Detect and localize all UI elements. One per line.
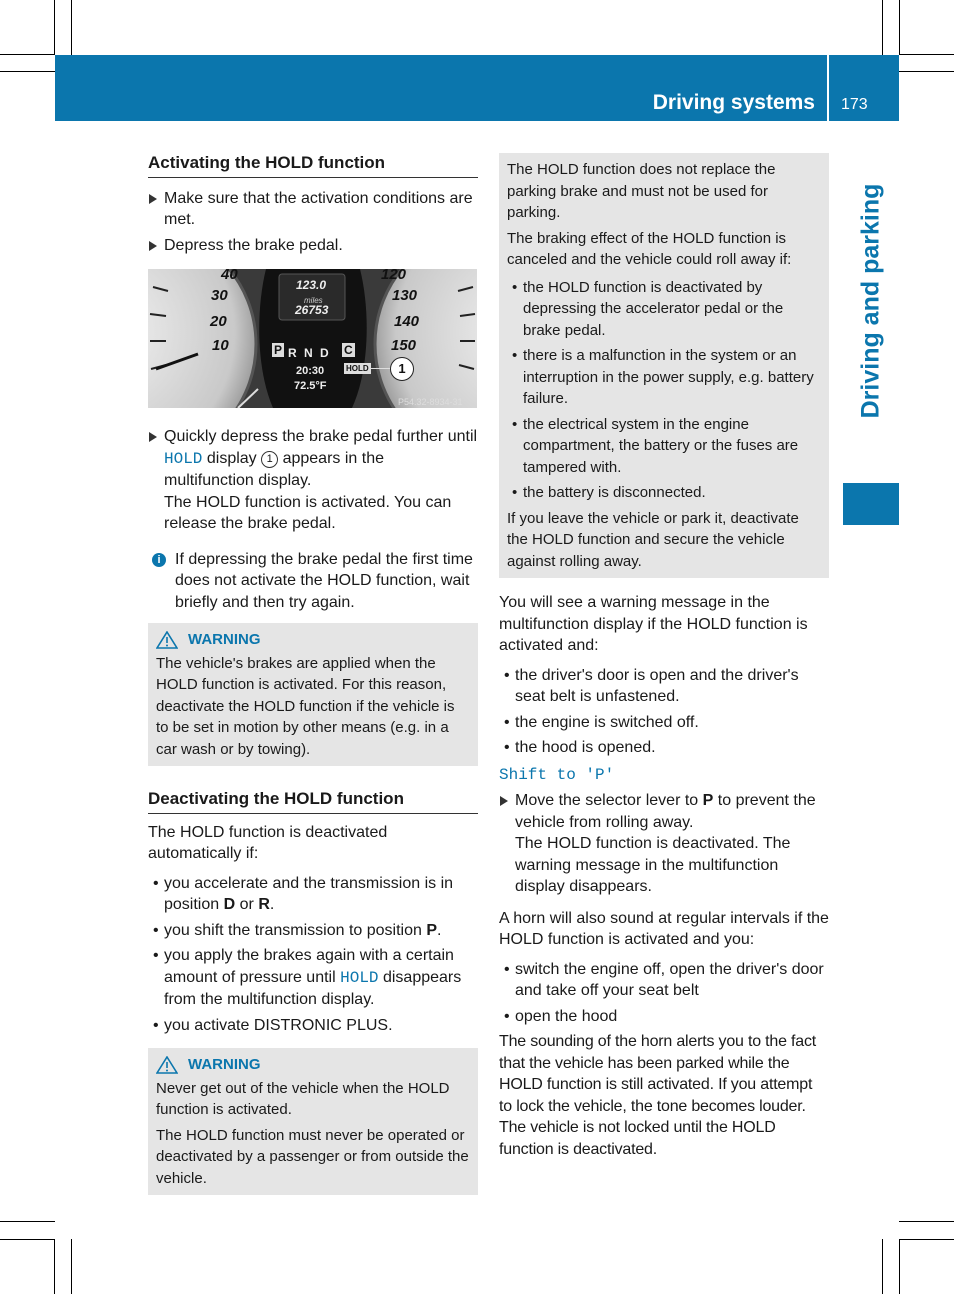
info-text: If depressing the brake pedal the first time does not activate the HOLD function, wait briefly and then try again. (175, 550, 473, 611)
gauge-tick-20: 20 (210, 313, 227, 330)
crop-mark (71, 1239, 72, 1294)
step-result: The HOLD function is deactivated. The warning message in the multifunction display disappears. (515, 835, 791, 895)
list-item: • you accelerate and the transmission is in position D or R. (148, 873, 478, 916)
figure-code: P54.32-8934-31 (398, 397, 463, 407)
note-text: The HOLD function does not replace the parking brake and must not be used for parking. (507, 161, 776, 221)
list-item: • the HOLD function is deactivated by depressing the accelerator pedal or the brake pedal. (507, 277, 821, 342)
crop-mark (54, 0, 55, 55)
step-result: The HOLD function is activated. You can release the brake pedal. (164, 493, 452, 532)
miles-label: miles (304, 296, 323, 305)
list-item: • you shift the transmission to position P. (148, 920, 478, 942)
display-message-title: Shift to 'P' (499, 765, 615, 784)
warning-text: The vehicle's brakes are applied when the HOLD function is activated. For this reason, deactivate the HOLD function if the vehicle is to be set in motion by other means (e.g. in a car wash or by towing). (156, 654, 455, 758)
callout-1-ref: 1 (261, 451, 278, 468)
trip-meter: 123.0 (296, 278, 327, 292)
warning-header (156, 1054, 470, 1076)
warning-box (148, 1048, 478, 1195)
callout-leader (369, 368, 391, 369)
warning-header (156, 629, 470, 651)
activating-heading: Activating the HOLD function (148, 152, 478, 178)
crop-mark (899, 54, 954, 55)
list-item: • the driver's door is open and the driver's seat belt is unfastened. (499, 665, 829, 708)
horn-outro: The sounding of the horn alerts you to the fact that the vehicle has been parked while the HOLD function is still activated. If you attempt to lock the vehicle, the tone becomes louder. The vehicle is not locked until the HOLD function is deactivated. (499, 1033, 817, 1158)
list-item: • you apply the brakes again with a certain amount of pressure until HOLD disappears from the multifunction display. (148, 945, 478, 1011)
header-divider (827, 55, 829, 121)
warning-label: WARNING (188, 631, 261, 648)
list-item: • the electrical system in the engine compartment, the battery or the fuses are tampered with. (507, 414, 821, 479)
step-item: Depress the brake pedal. (148, 235, 478, 257)
gauge-tick-30: 30 (211, 287, 228, 304)
list-item: • open the hood (499, 1006, 829, 1028)
step-item: Move the selector lever to P to prevent the vehicle from rolling away. (499, 790, 829, 833)
info-icon: i (152, 553, 166, 567)
list-item: • the battery is disconnected. (507, 482, 821, 504)
left-column (148, 152, 478, 1195)
section-title: Driving systems (652, 91, 815, 114)
deactivating-heading: Deactivating the HOLD function (148, 788, 478, 814)
chapter-tab-marker (843, 483, 899, 525)
warning-label: WARNING (188, 1056, 261, 1073)
odometer: 26753 (295, 303, 329, 317)
gear-indicator: R N D (288, 346, 331, 360)
warning-text: The HOLD function must never be operated or deactivated by a passenger or from outside the vehicle. (156, 1126, 469, 1187)
crop-mark (0, 1239, 55, 1240)
clock-display: 20:30 (296, 365, 325, 377)
hold-display-text: HOLD (340, 968, 379, 987)
right-column (499, 153, 829, 1160)
warning-message-intro: You will see a warning message in the multifunction display if the HOLD function is activated and: (499, 594, 808, 654)
gauge-tick-130: 130 (392, 287, 418, 304)
horn-intro: A horn will also sound at regular intervals if the HOLD function is activated and you: (499, 909, 829, 948)
page-header (55, 55, 899, 121)
chapter-label: Driving and parking (856, 183, 885, 419)
instrument-cluster-figure (148, 269, 477, 408)
step-item: Make sure that the activation conditions are met. (148, 188, 478, 231)
list-item: • there is a malfunction in the system or an interruption in the power supply, e.g. battery failure. (507, 345, 821, 410)
chapter-side-tab (843, 121, 899, 525)
hold-badge: HOLD (346, 364, 369, 373)
note-box (499, 153, 829, 578)
note-text: The braking effect of the HOLD function is canceled and the vehicle could roll away if: (507, 229, 792, 268)
warning-triangle-icon (156, 631, 178, 649)
gauge-tick-120: 120 (381, 269, 407, 283)
temperature-display: 72.5°F (294, 380, 327, 392)
note-text: If you leave the vehicle or park it, deactivate the HOLD function and secure the vehicle against rolling away. (507, 509, 799, 570)
gauge-tick-150: 150 (391, 337, 417, 354)
list-item: • switch the engine off, open the driver's door and take off your seat belt (499, 959, 829, 1002)
hold-display-text: HOLD (164, 449, 203, 468)
gauge-tick-10: 10 (212, 337, 229, 354)
gauge-tick-40: 40 (221, 269, 238, 283)
drive-mode-badge: C (344, 343, 353, 357)
warning-box (148, 623, 478, 766)
crop-mark (899, 0, 900, 55)
list-item: • the hood is opened. (499, 737, 829, 759)
crop-mark (899, 1239, 900, 1294)
callout-marker: 1 (390, 357, 414, 381)
gear-park: P (274, 343, 283, 357)
list-item: • the engine is switched off. (499, 712, 829, 734)
info-note (148, 549, 478, 614)
warning-text: Never get out of the vehicle when the HOLD function is activated. (156, 1079, 450, 1118)
crop-mark (0, 1221, 55, 1222)
crop-mark (882, 0, 883, 55)
crop-mark (54, 1239, 55, 1294)
crop-mark (0, 54, 55, 55)
crop-mark (899, 71, 954, 72)
crop-mark (899, 1221, 954, 1222)
crop-mark (882, 1239, 883, 1294)
page-number: 173 (841, 96, 868, 113)
deactivating-intro: The HOLD function is deactivated automatically if: (148, 823, 388, 862)
list-item: • you activate DISTRONIC PLUS. (148, 1015, 478, 1037)
warning-triangle-icon (156, 1056, 178, 1074)
crop-mark (899, 1239, 954, 1240)
crop-mark (0, 71, 55, 72)
gauge-tick-140: 140 (394, 313, 420, 330)
crop-mark (71, 0, 72, 55)
step-item: Quickly depress the brake pedal further until HOLD display 1 appears in the multifunction display. (148, 426, 478, 492)
